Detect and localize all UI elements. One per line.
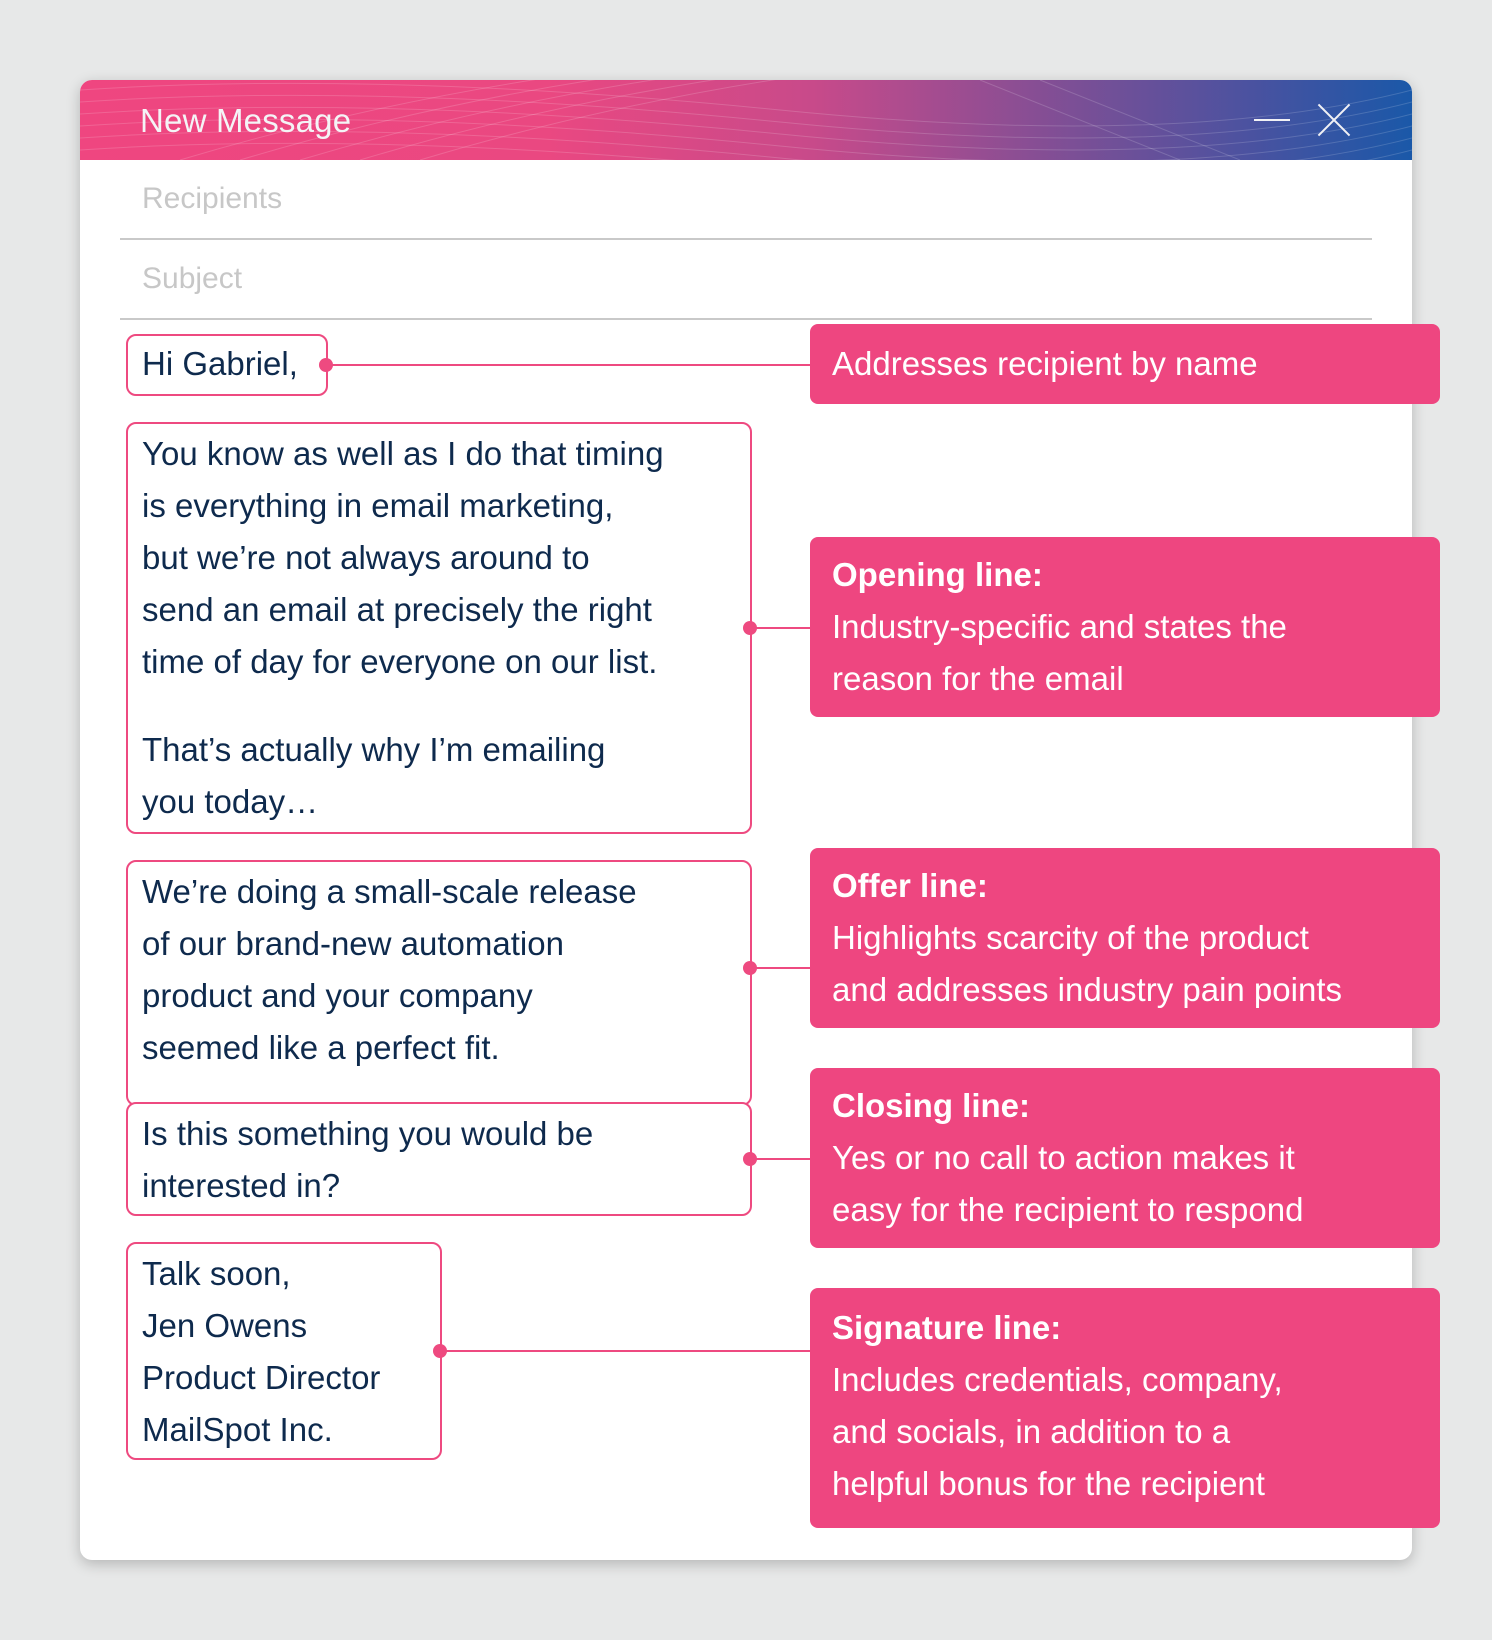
signature-line: MailSpot Inc. [142,1411,333,1448]
annotation-text: and socials, in addition to a [832,1413,1231,1450]
annotation-text: and addresses industry pain points [832,971,1342,1008]
annotation-offer [810,848,1440,1028]
subject-input[interactable] [140,258,1344,300]
opening-line: but we’re not always around to [142,539,590,576]
annotation-greeting [810,324,1440,404]
greeting-block[interactable] [126,334,328,396]
annotation-heading: Signature line: [832,1309,1062,1346]
annotation-heading: Offer line: [832,867,988,904]
closing-line: Is this something you would be [142,1115,594,1152]
annotation-text: reason for the email [832,660,1124,697]
opening-line: You know as well as I do that timing [142,435,664,472]
offer-block[interactable] [126,860,752,1106]
annotation-text: Includes credentials, company, [832,1361,1283,1398]
recipients-input[interactable] [140,178,1344,220]
closing-block[interactable] [126,1102,752,1216]
annotation-text: Industry-specific and states the [832,608,1287,645]
annotation-signature [810,1288,1440,1528]
connector-line [750,627,810,629]
opening-line: time of day for everyone on our list. [142,643,658,680]
subject-field [120,240,1372,320]
signature-line: Talk soon, [142,1255,291,1292]
greeting-line: Hi Gabriel, [142,345,298,382]
title-bar[interactable] [80,80,1412,160]
signature-block[interactable] [126,1242,442,1460]
opening-line: send an email at precisely the right [142,591,652,628]
signature-line: Jen Owens [142,1307,308,1344]
offer-line: product and your company [142,977,533,1014]
connector-dot [743,1152,757,1166]
annotation-text: helpful bonus for the recipient [832,1465,1265,1502]
connector-line [750,1158,810,1160]
opening-line: you today… [142,783,319,820]
opening-block[interactable] [126,422,752,834]
connector-line [750,967,810,969]
connector-dot [743,961,757,975]
annotation-heading: Closing line: [832,1087,1030,1124]
window-title: New Message [140,102,352,139]
opening-line: is everything in email marketing, [142,487,614,524]
annotation-text: Highlights scarcity of the product [832,919,1309,956]
signature-line: Product Director [142,1359,381,1396]
annotation-text: Yes or no call to action makes it [832,1139,1295,1176]
connector-dot [743,621,757,635]
offer-line: of our brand-new automation [142,925,564,962]
closing-line: interested in? [142,1167,341,1204]
opening-line: That’s actually why I’m emailing [142,731,606,768]
annotation-closing [810,1068,1440,1248]
offer-line: We’re doing a small-scale release [142,873,637,910]
minimize-icon[interactable] [1252,104,1292,134]
connector-dot [319,358,333,372]
connector-line [326,364,810,366]
annotation-text: easy for the recipient to respond [832,1191,1304,1228]
close-icon[interactable] [1316,102,1352,138]
annotation-text: Addresses recipient by name [832,345,1258,382]
offer-line: seemed like a perfect fit. [142,1029,500,1066]
annotation-heading: Opening line: [832,556,1043,593]
recipients-field [120,160,1372,240]
connector-dot [433,1344,447,1358]
annotation-opening [810,537,1440,717]
connector-line [440,1350,810,1352]
